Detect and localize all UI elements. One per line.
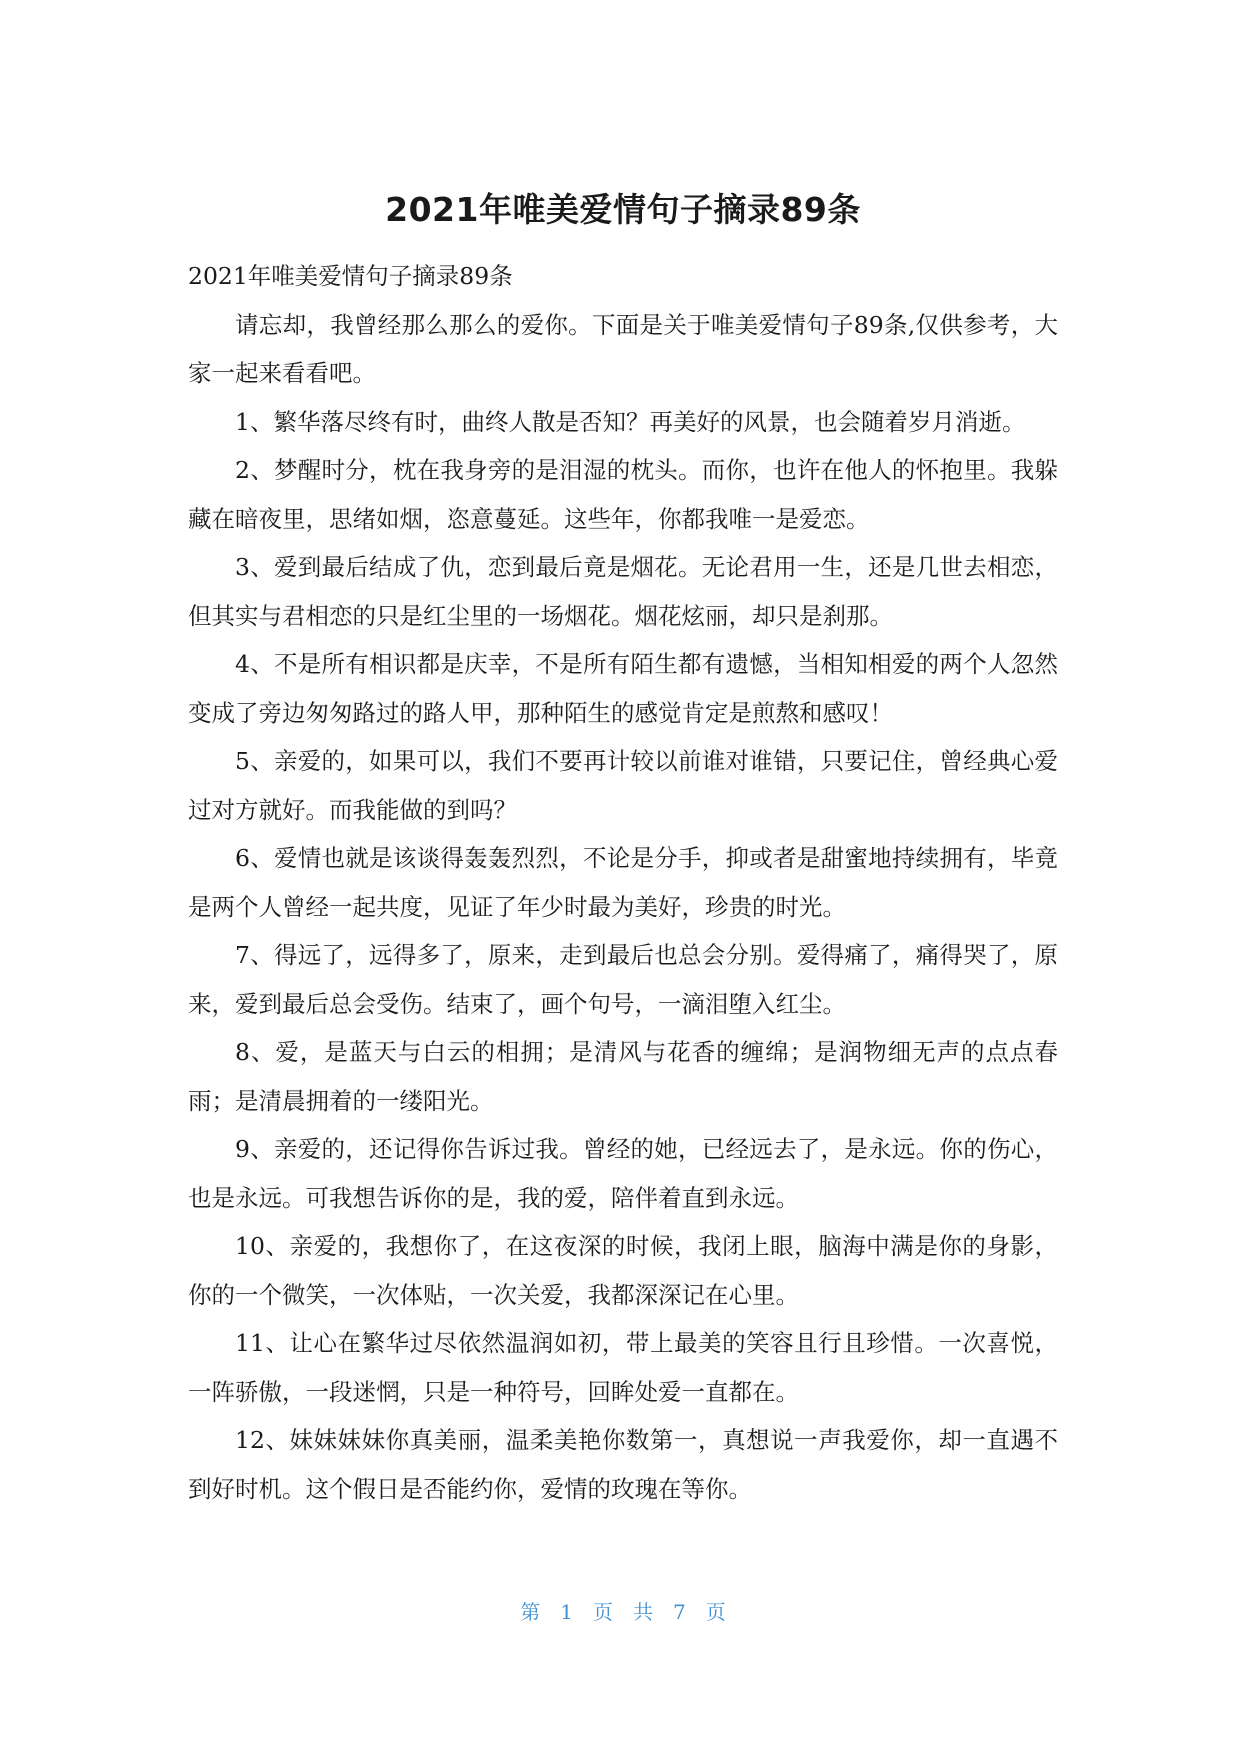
footer-total-label: 共 [633, 1600, 653, 1624]
paragraph-11: 11、让心在繁华过尽依然温润如初，带上最美的笑容且行且珍惜。一次喜悦，一阵骄傲，一段迷惘，只是一种符号，回眸处爱一直都在。 [188, 1329, 1058, 1406]
document-body [188, 252, 1058, 1513]
document-subtitle: 2021年唯美爱情句子摘录89条 [188, 262, 513, 290]
paragraph-12: 12、妹妹妹妹你真美丽，温柔美艳你数第一，真想说一声我爱你，却一直遇不到好时机。这个假日是否能约你，爱情的玫瑰在等你。 [188, 1426, 1058, 1503]
paragraph-9: 9、亲爱的，还记得你告诉过我。曾经的她，已经远去了，是永远。你的伤心，也是永远。可我想告诉你的是，我的爱，陪伴着直到永远。 [188, 1135, 1058, 1212]
footer-page-label: 第 [520, 1600, 541, 1624]
document-title: 2021年唯美爱情句子摘录89条 [385, 190, 861, 229]
footer-total-unit: 页 [705, 1600, 726, 1624]
paragraph-7: 7、得远了，远得多了，原来，走到最后也总会分别。爱得痛了，痛得哭了，原来，爱到最后总会受伤。结束了，画个句号，一滴泪堕入红尘。 [188, 941, 1058, 1018]
intro-paragraph: 请忘却，我曾经那么那么的爱你。下面是关于唯美爱情句子89条,仅供参考，大家一起来看看吧。 [188, 310, 1058, 387]
paragraph-8: 8、爱，是蓝天与白云的相拥；是清风与花香的缠绵；是润物细无声的点点春雨；是清晨拥着的一缕阳光。 [188, 1038, 1058, 1115]
paragraph-10: 10、亲爱的，我想你了，在这夜深的时候，我闭上眼，脑海中满是你的身影，你的一个微笑，一次体贴，一次关爱，我都深深记在心里。 [188, 1232, 1058, 1309]
paragraph-1: 1、繁华落尽终有时，曲终人散是否知？再美好的风景，也会随着岁月消逝。 [235, 407, 1026, 436]
page-footer [188, 1597, 1058, 1627]
paragraph-4: 4、不是所有相识都是庆幸，不是所有陌生都有遗憾，当相知相爱的两个人忽然变成了旁边匆匆路过的路人甲，那种陌生的感觉肯定是煎熬和感叹！ [188, 650, 1058, 727]
paragraph-2: 2、梦醒时分，枕在我身旁的是泪湿的枕头。而你，也许在他人的怀抱里。我躲藏在暗夜里，思绪如烟，恣意蔓延。这些年，你都我唯一是爱恋。 [188, 456, 1058, 533]
paragraph-6: 6、爱情也就是该谈得轰轰烈烈，不论是分手，抑或者是甜蜜地持续拥有，毕竟是两个人曾经一起共度，见证了年少时最为美好，珍贵的时光。 [188, 844, 1058, 921]
footer-page-unit: 页 [593, 1600, 613, 1624]
footer-page-number: 1 [560, 1600, 573, 1624]
footer-total-pages: 7 [673, 1600, 686, 1624]
paragraph-3: 3、爱到最后结成了仇，恋到最后竟是烟花。无论君用一生，还是几世去相恋，但其实与君相恋的只是红尘里的一场烟花。烟花炫丽，却只是刹那。 [188, 553, 1058, 630]
document-page [188, 0, 1058, 1754]
paragraph-5: 5、亲爱的，如果可以，我们不要再计较以前谁对谁错，只要记住，曾经典心爱过对方就好。而我能做的到吗？ [188, 747, 1058, 824]
